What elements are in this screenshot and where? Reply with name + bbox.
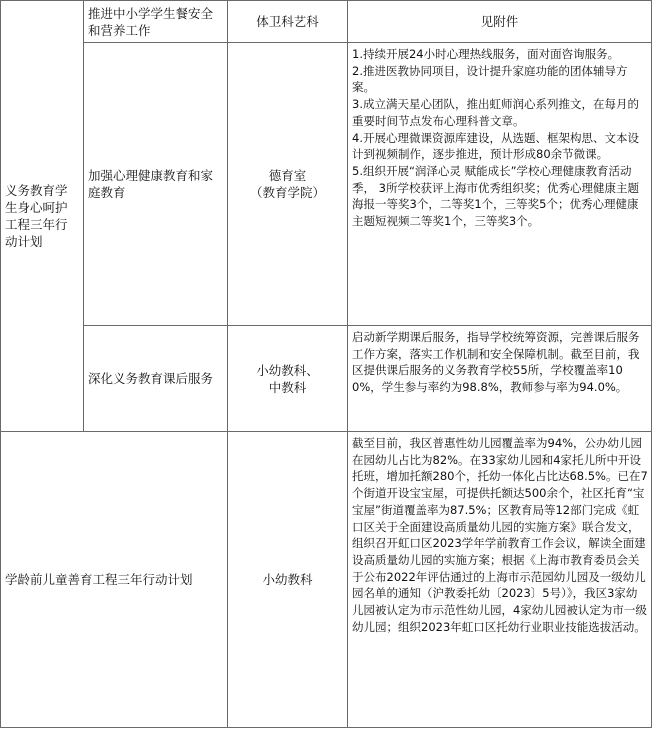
- header-cell: 推进中小学学生餐安全和营养工作: [84, 1, 228, 43]
- table-row: [1, 326, 652, 432]
- table-row: [1, 1, 652, 43]
- detail-item: 4.开展心理微课资源库建设，从选题、框架构思、文本设计到视频制作，逐步推进，预计形成80余节微课。: [352, 130, 639, 162]
- plan-name: 学龄前儿童善育工程三年行动计划: [5, 572, 193, 587]
- plan-cell-compulsory: [1, 1, 84, 432]
- department-cell: 小幼教科: [228, 432, 348, 728]
- header-cell: 体卫科艺科: [228, 1, 348, 43]
- task-cell: 深化义务教育课后服务: [84, 326, 228, 432]
- detail-cell: [348, 43, 652, 326]
- detail-cell: 启动新学期课后服务，指导学校统筹资源，完善课后服务工作方案，落实工作机制和安全保障机制。截至目前，我区提供课后服务的义务教育学校55所，学校覆盖率100%，学生参与率约为98.8%，教师参与率为94.0%。: [348, 326, 652, 432]
- detail-item: 2.推进医教协同项目，设计提升家庭功能的团体辅导方案。: [352, 63, 628, 95]
- detail-item: 1.持续开展24小时心理热线服务，面对面咨询服务。: [352, 47, 620, 61]
- plan-cell-preschool: [1, 432, 228, 728]
- department-cell: 德育室 （教育学院）: [228, 43, 348, 326]
- header-cell: 见附件: [348, 1, 652, 43]
- detail-cell: 截至目前，我区普惠性幼儿园覆盖率为94%，公办幼儿园在园幼儿占比为82%。在33家幼儿园和4家托儿所中开设托班，增加托额280个，托幼一体化占比达68.5%。已在7个街道开设宝宝屋，可提供托额达500余个，社区托育“宝宝屋”街道覆盖率为87.5%；区教育局等12部门完成《虹口区关于全面建设高质量幼儿园的实施方案》联合发文，组织召开虹口区2023学年学前教育工作会议，解读全面建设高质量幼儿园的实施方案；根据《上海市教育委员会关于公布2022年评估通过的上海市示范园幼儿园及一级幼儿园名单的通知（沪教委托幼〔2023〕5号）》，我区3家幼儿园被认定为市示范性幼儿园，4家幼儿园被认定为市一级幼儿园；组织2023年虹口区托幼行业职业技能选拔活动。: [348, 432, 652, 728]
- task-cell: 加强心理健康教育和家庭教育: [84, 43, 228, 326]
- detail-item: 3.成立满天星心团队，推出虹师润心系列推文，在每月的重要时间节点发布心理科普文章。: [352, 97, 639, 128]
- table-row: [1, 43, 652, 326]
- detail-item: 5.组织开展“润泽心灵 赋能成长”学校心理健康教育活动季， 3所学校获评上海市优秀组织奖；优秀心理健康主题海报一等奖3个，二等奖1个，三等奖5个；优秀心理健康主题短视频二等奖1个，三等奖3个。: [352, 163, 639, 229]
- department-cell: 小幼教科、 中教科: [228, 326, 348, 432]
- plan-name: 义务教育学生身心呵护工程三年行动计划: [5, 183, 68, 249]
- table-row: [1, 432, 652, 728]
